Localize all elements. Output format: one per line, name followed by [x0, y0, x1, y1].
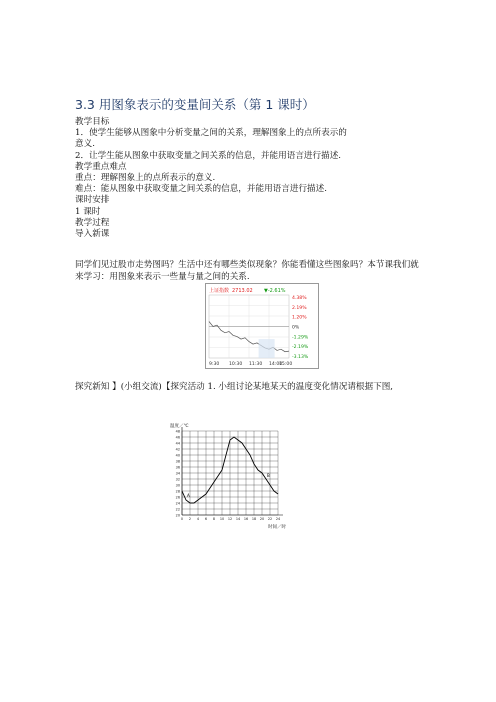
y-tick-label: 22 — [175, 507, 180, 512]
stock-x-label: 15:00 — [279, 362, 293, 367]
y-tick-label: 32 — [175, 477, 180, 482]
stock-x-label: 14:00 — [269, 362, 283, 367]
doc-line: 导入新课 — [75, 229, 110, 239]
y-tick-label: 42 — [175, 447, 180, 452]
x-tick-label: 10 — [219, 517, 225, 521]
doc-line: 教学重点难点 — [75, 162, 127, 172]
page-title: 3.3 用图象表示的变量间关系（第 1 课时） — [75, 97, 315, 112]
stock-right-label: -1.29% — [292, 335, 309, 341]
x-tick-label: 18 — [251, 517, 257, 521]
x-tick-label: 16 — [243, 517, 249, 521]
y-axis-label: 温度／℃ — [170, 424, 189, 429]
doc-line: 1．使学生能够从图象中分析变量之间的关系，理解图象上的点所表示的 — [75, 128, 347, 138]
stock-x-label: 11:30 — [249, 362, 263, 367]
y-tick-label: 28 — [175, 489, 180, 494]
x-axis-label: 时间／时 — [268, 525, 286, 530]
x-tick-label: 14 — [235, 517, 241, 521]
stock-right-label: 0% — [292, 325, 300, 331]
y-tick-label: 26 — [175, 495, 180, 500]
doc-line: 难点：能从图象中获取变量之间关系的信息，并能用语言进行描述. — [75, 184, 327, 194]
stock-header-change: ▼-2.61% — [264, 288, 286, 294]
stock-right-label: 2.19% — [292, 305, 307, 311]
doc-line: 教学过程 — [75, 218, 110, 228]
y-tick-label: 20 — [175, 513, 180, 518]
stock-right-label: -3.13% — [292, 355, 309, 360]
y-tick-label: 30 — [175, 483, 180, 488]
temperature-chart — [170, 418, 290, 530]
x-tick-label: 2 — [188, 517, 192, 521]
x-tick-label: 4 — [196, 517, 200, 521]
x-tick-label: 0 — [180, 517, 184, 521]
y-tick-label: 46 — [175, 435, 180, 440]
y-tick-label: 48 — [175, 429, 180, 434]
stock-header-value: 2713.02 — [232, 288, 253, 294]
point-label-b: B — [267, 473, 270, 478]
stock-x-label: 10:30 — [229, 362, 243, 367]
doc-line: 教学目标 — [75, 117, 110, 127]
stock-right-label: 1.20% — [292, 315, 307, 321]
stock-right-label: -2.19% — [292, 345, 309, 351]
doc-line: 课时安排 — [75, 195, 110, 205]
doc-line: 1 课时 — [75, 207, 101, 217]
y-tick-label: 36 — [175, 465, 180, 470]
stock-chart-image — [205, 283, 319, 369]
y-tick-label: 24 — [175, 501, 180, 506]
x-tick-label: 8 — [212, 517, 216, 521]
y-tick-label: 38 — [175, 459, 180, 464]
point-label-a: A — [187, 493, 190, 498]
doc-line: 2．让学生能从图象中获取变量之间关系的信息，并能用语言进行描述. — [75, 151, 342, 161]
y-tick-label: 40 — [175, 453, 180, 458]
x-tick-label: 20 — [259, 517, 265, 521]
explore-paragraph: 探究新知 】(小组交流)【探究活动 1. 小组讨论某地某天的温度变化情况请根据下图, — [75, 382, 394, 392]
x-tick-label: 22 — [267, 517, 273, 521]
intro-paragraph: 同学们见过股市走势图吗？生活中还有哪些类似现象？你能看懂这些图象吗？本节课我们就来学习：用图象来表示一些量与量之间的关系. — [75, 260, 419, 282]
doc-line: 意义. — [75, 139, 95, 149]
doc-line: 重点：理解图象上的点所表示的意义. — [75, 173, 216, 183]
x-tick-label: 12 — [227, 517, 233, 521]
stock-x-label: 9:30 — [209, 362, 220, 367]
stock-right-label: 4.38% — [292, 296, 307, 301]
x-tick-label: 6 — [204, 517, 208, 521]
y-tick-label: 44 — [175, 441, 180, 446]
stock-header-label: 上证指数 — [209, 288, 230, 294]
x-tick-label: 24 — [275, 517, 281, 521]
stock-volume-shade — [259, 339, 275, 358]
y-tick-label: 34 — [175, 471, 180, 476]
